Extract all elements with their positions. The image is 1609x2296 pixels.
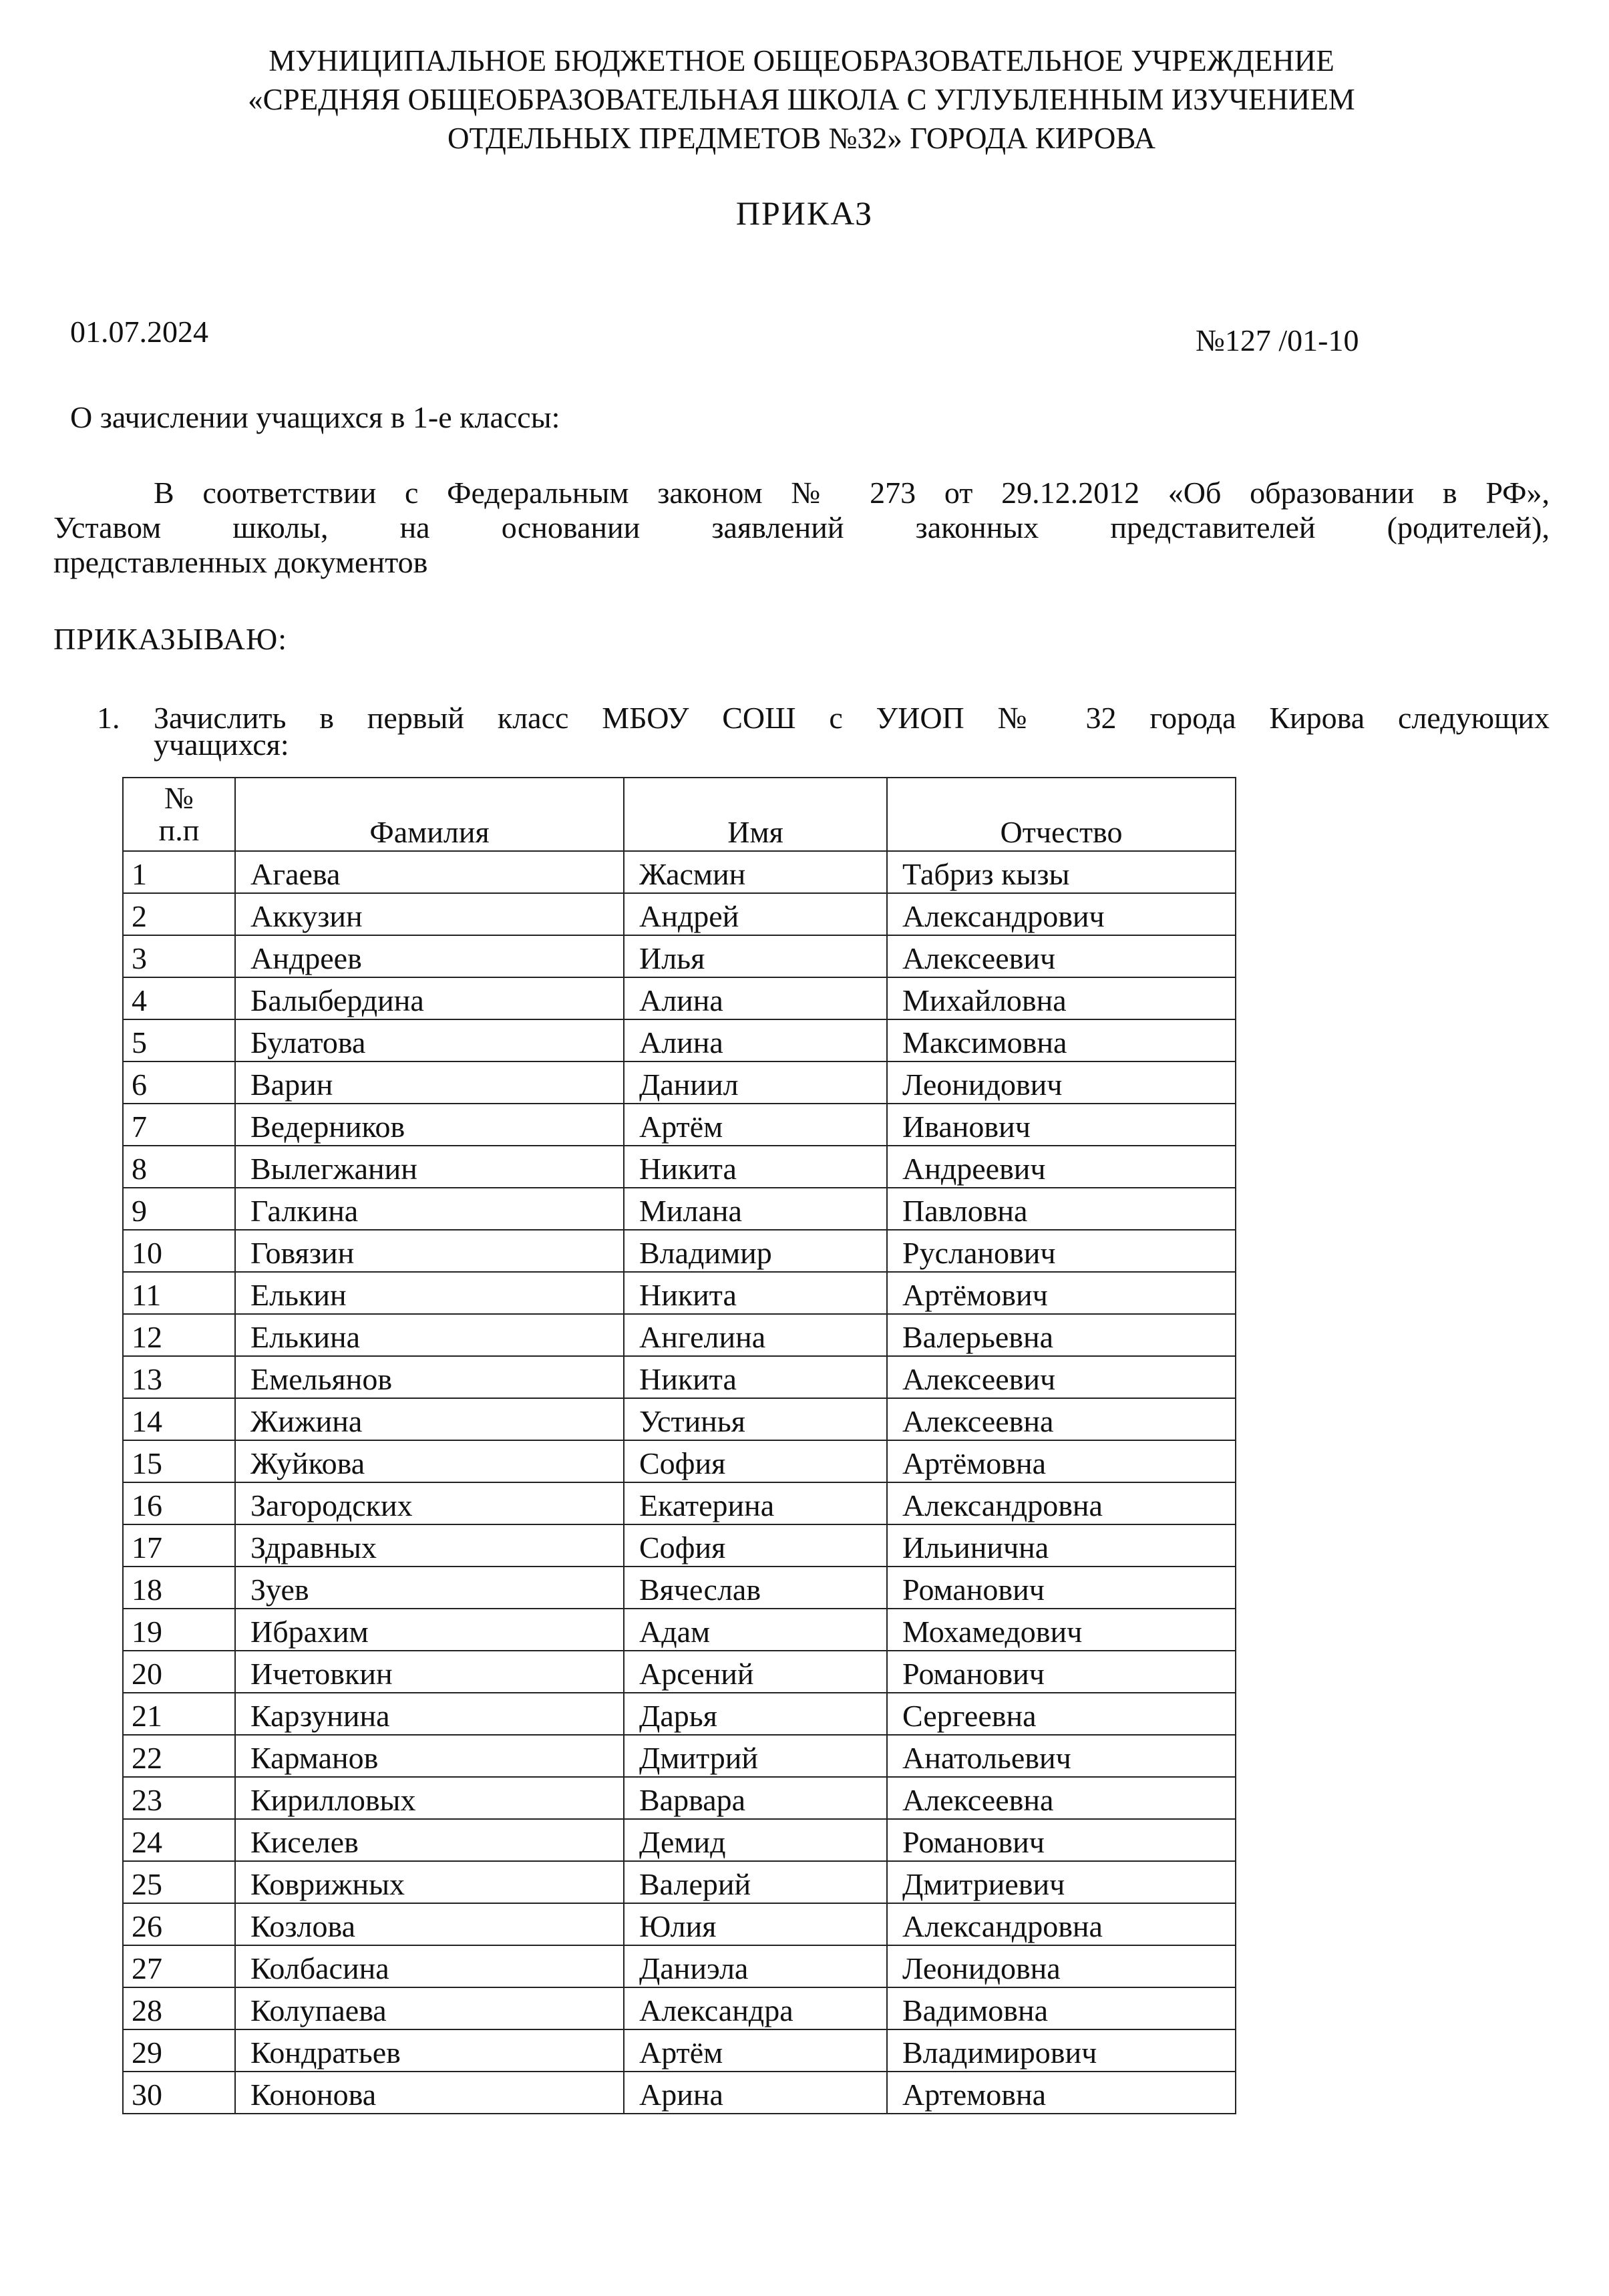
org-line-3: ОТДЕЛЬНЫХ ПРЕДМЕТОВ №32» ГОРОДА КИРОВА [447,122,1156,155]
patronymic-cell: Алексеевна [887,1398,1236,1440]
table-row [123,935,1236,977]
row-number: 18 [123,1567,235,1609]
last-name-cell: Козлова [235,1903,624,1945]
table-row [123,1314,1236,1356]
last-name-cell: Колбасина [235,1945,624,1987]
last-name-cell: Жижина [235,1398,624,1440]
preamble-line-2: Уставом школы, на основании заявлений законных представителей (родителей), [53,510,1550,544]
first-name-cell: Устинья [624,1398,887,1440]
last-name-cell: Кондратьев [235,2029,624,2072]
row-number: 14 [123,1398,235,1440]
last-name-cell: Елькина [235,1314,624,1356]
row-number: 5 [123,1019,235,1061]
table-row [123,1651,1236,1693]
table-row [123,2029,1236,2072]
first-name-cell: Илья [624,935,887,977]
row-number: 6 [123,1061,235,1104]
last-name-cell: Колупаева [235,1987,624,2029]
organization-header [100,41,1503,158]
table-row [123,2072,1236,2114]
first-name-cell: Вячеслав [624,1567,887,1609]
last-name-cell: Карзунина [235,1693,624,1735]
row-number: 12 [123,1314,235,1356]
header-last-name: Фамилия [235,778,624,851]
patronymic-cell: Артемовна [887,2072,1236,2114]
table-row [123,1482,1236,1524]
table-row [123,1903,1236,1945]
row-number: 29 [123,2029,235,2072]
order-directive: ПРИКАЗЫВАЮ: [53,622,288,656]
first-name-cell: Алина [624,977,887,1019]
students-table [122,777,1236,2114]
first-name-cell: Адам [624,1609,887,1651]
last-name-cell: Говязин [235,1230,624,1272]
table-row [123,1735,1236,1777]
first-name-cell: Даниил [624,1061,887,1104]
first-name-cell: Дмитрий [624,1735,887,1777]
last-name-cell: Коврижных [235,1861,624,1903]
last-name-cell: Андреев [235,935,624,977]
first-name-cell: Никита [624,1272,887,1314]
table-row [123,1861,1236,1903]
row-number: 19 [123,1609,235,1651]
first-name-cell: Арина [624,2072,887,2114]
patronymic-cell: Мохамедович [887,1609,1236,1651]
org-line-2: «СРЕДНЯЯ ОБЩЕОБРАЗОВАТЕЛЬНАЯ ШКОЛА С УГЛУБЛЕННЫМ ИЗУЧЕНИЕМ [248,83,1355,116]
last-name-cell: Кирилловых [235,1777,624,1819]
table-row [123,1609,1236,1651]
first-name-cell: Алина [624,1019,887,1061]
first-name-cell: Артём [624,1104,887,1146]
first-name-cell: Владимир [624,1230,887,1272]
order-date: 01.07.2024 [70,315,208,349]
last-name-cell: Елькин [235,1272,624,1314]
last-name-cell: Вылегжанин [235,1146,624,1188]
table-header-row [123,778,1236,851]
preamble [53,476,1550,580]
first-name-cell: Жасмин [624,851,887,893]
table-body [123,851,1236,2114]
row-number: 11 [123,1272,235,1314]
patronymic-cell: Романович [887,1567,1236,1609]
first-name-cell: Демид [624,1819,887,1861]
table-row [123,1987,1236,2029]
row-number: 24 [123,1819,235,1861]
patronymic-cell: Алексеевич [887,1356,1236,1398]
patronymic-cell: Артёмович [887,1272,1236,1314]
patronymic-cell: Артёмовна [887,1440,1236,1482]
patronymic-cell: Алексеевич [887,935,1236,977]
table-row [123,1188,1236,1230]
patronymic-cell: Сергеевна [887,1693,1236,1735]
first-name-cell: Милана [624,1188,887,1230]
first-name-cell: Андрей [624,893,887,935]
first-name-cell: Валерий [624,1861,887,1903]
last-name-cell: Булатова [235,1019,624,1061]
header-number-sign: № [164,781,194,815]
patronymic-cell: Анатольевич [887,1735,1236,1777]
last-name-cell: Ибрахим [235,1609,624,1651]
order-item-line-1: Зачислить в первый класс МБОУ СОШ с УИОП № 32 города Кирова следующих [154,701,1550,735]
patronymic-cell: Романович [887,1819,1236,1861]
row-number: 28 [123,1987,235,2029]
row-number: 8 [123,1146,235,1188]
first-name-cell: Екатерина [624,1482,887,1524]
row-number: 2 [123,893,235,935]
patronymic-cell: Леонидович [887,1061,1236,1104]
table-row [123,1567,1236,1609]
table-row [123,1398,1236,1440]
order-item-number: 1. [97,701,120,735]
patronymic-cell: Александрович [887,893,1236,935]
header-patronymic: Отчество [887,778,1236,851]
table-row [123,1693,1236,1735]
row-number: 25 [123,1861,235,1903]
row-number: 3 [123,935,235,977]
first-name-cell: Юлия [624,1903,887,1945]
patronymic-cell: Дмитриевич [887,1861,1236,1903]
table-row [123,1230,1236,1272]
row-number: 15 [123,1440,235,1482]
patronymic-cell: Русланович [887,1230,1236,1272]
row-number: 7 [123,1104,235,1146]
row-number: 21 [123,1693,235,1735]
first-name-cell: Арсений [624,1651,887,1693]
last-name-cell: Балыбердина [235,977,624,1019]
table-row [123,1524,1236,1567]
first-name-cell: Никита [624,1146,887,1188]
patronymic-cell: Андреевич [887,1146,1236,1188]
table-row [123,851,1236,893]
patronymic-cell: Вадимовна [887,1987,1236,2029]
last-name-cell: Ичетовкин [235,1651,624,1693]
patronymic-cell: Леонидовна [887,1945,1236,1987]
patronymic-cell: Алексеевна [887,1777,1236,1819]
table-row [123,1104,1236,1146]
last-name-cell: Жуйкова [235,1440,624,1482]
header-number [123,778,235,851]
row-number: 10 [123,1230,235,1272]
order-number: №127 /01-10 [1196,323,1359,357]
first-name-cell: Ангелина [624,1314,887,1356]
table-row [123,1945,1236,1987]
row-number: 9 [123,1188,235,1230]
last-name-cell: Зуев [235,1567,624,1609]
last-name-cell: Здравных [235,1524,624,1567]
table-row [123,1272,1236,1314]
last-name-cell: Агаева [235,851,624,893]
last-name-cell: Емельянов [235,1356,624,1398]
table-row [123,1440,1236,1482]
row-number: 17 [123,1524,235,1567]
first-name-cell: София [624,1524,887,1567]
table-row [123,1819,1236,1861]
table-row [123,1777,1236,1819]
last-name-cell: Галкина [235,1188,624,1230]
order-subject: О зачислении учащихся в 1-е классы: [70,400,560,434]
patronymic-cell: Валерьевна [887,1314,1236,1356]
first-name-cell: Никита [624,1356,887,1398]
patronymic-cell: Михайловна [887,977,1236,1019]
row-number: 4 [123,977,235,1019]
first-name-cell: Дарья [624,1693,887,1735]
table-row [123,977,1236,1019]
row-number: 16 [123,1482,235,1524]
first-name-cell: София [624,1440,887,1482]
patronymic-cell: Ильинична [887,1524,1236,1567]
row-number: 13 [123,1356,235,1398]
table-row [123,1019,1236,1061]
patronymic-cell: Максимовна [887,1019,1236,1061]
first-name-cell: Александра [624,1987,887,2029]
patronymic-cell: Табриз кызы [887,851,1236,893]
last-name-cell: Загородских [235,1482,624,1524]
row-number: 23 [123,1777,235,1819]
table-row [123,1356,1236,1398]
patronymic-cell: Владимирович [887,2029,1236,2072]
table-row [123,1061,1236,1104]
patronymic-cell: Романович [887,1651,1236,1693]
first-name-cell: Варвара [624,1777,887,1819]
last-name-cell: Варин [235,1061,624,1104]
order-item-text [154,701,1550,762]
document-title: ПРИКАЗ [735,194,874,232]
header-number-abbr: п.п [158,813,200,847]
table-row [123,1146,1236,1188]
table-row [123,893,1236,935]
row-number: 22 [123,1735,235,1777]
row-number: 26 [123,1903,235,1945]
patronymic-cell: Александровна [887,1903,1236,1945]
header-first-name: Имя [624,778,887,851]
row-number: 30 [123,2072,235,2114]
last-name-cell: Киселев [235,1819,624,1861]
preamble-line-1: В соответствии с Федеральным законом № 273 от 29.12.2012 «Об образовании в РФ», [154,476,1550,510]
last-name-cell: Аккузин [235,893,624,935]
row-number: 20 [123,1651,235,1693]
order-item-line-2: учащихся: [154,727,289,762]
patronymic-cell: Павловна [887,1188,1236,1230]
first-name-cell: Артём [624,2029,887,2072]
row-number: 1 [123,851,235,893]
first-name-cell: Даниэла [624,1945,887,1987]
org-line-1: МУНИЦИПАЛЬНОЕ БЮДЖЕТНОЕ ОБЩЕОБРАЗОВАТЕЛЬНОЕ УЧРЕЖДЕНИЕ [269,44,1334,77]
last-name-cell: Карманов [235,1735,624,1777]
last-name-cell: Кононова [235,2072,624,2114]
patronymic-cell: Александровна [887,1482,1236,1524]
preamble-line-3: представленных документов [53,545,428,579]
patronymic-cell: Иванович [887,1104,1236,1146]
last-name-cell: Ведерников [235,1104,624,1146]
row-number: 27 [123,1945,235,1987]
